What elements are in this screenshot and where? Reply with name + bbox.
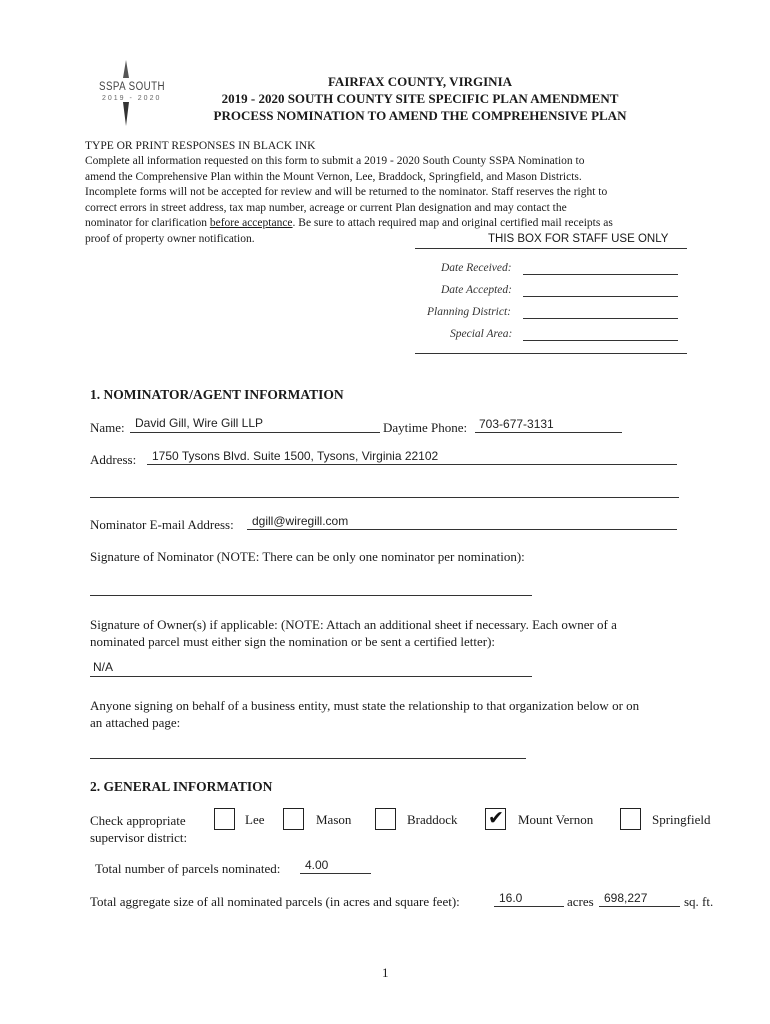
logo-title: SSPA SOUTH — [99, 81, 165, 93]
owner-signature-label-line: nominated parcel must either sign the nomination or be sent a certified letter): — [90, 634, 496, 649]
sqft-unit-label: sq. ft. — [684, 894, 714, 909]
instructions-line: amend the Comprehensive Plan within the Mount Vernon, Lee, Braddock, Springfield, and Mason Districts. — [85, 170, 582, 183]
owner-signature-line — [90, 676, 532, 677]
instructions-text: nominator for clarification — [85, 217, 210, 229]
district-label-mason: Mason — [316, 812, 352, 827]
phone-field[interactable]: 703-677-3131 — [479, 417, 554, 431]
owner-signature-field[interactable]: N/A — [93, 660, 114, 674]
instructions-line: correct errors in street address, tax map number, acreage or current Plan designation and may contact the — [85, 201, 567, 214]
staff-special-area-label: Special Area: — [450, 328, 513, 340]
email-label: Nominator E-mail Address: — [90, 517, 234, 532]
staff-date-received-label: Date Received: — [441, 262, 512, 274]
name-field-line — [130, 432, 380, 433]
header-subtitle: PROCESS NOMINATION TO AMEND THE COMPREHENSIVE PLAN — [213, 108, 627, 123]
section1-heading: 1. NOMINATOR/AGENT INFORMATION — [90, 387, 344, 402]
instructions-line: Incomplete forms will not be accepted for review and will be returned to the nominator. Staff reserves the right to — [85, 186, 608, 198]
owner-signature-label-line: Signature of Owner(s) if applicable: (NOTE: Attach an additional sheet if necessary. Each owner of a — [90, 617, 617, 632]
section2-heading: 2. GENERAL INFORMATION — [90, 779, 273, 794]
name-label: Name: — [90, 420, 125, 435]
staff-box-title: THIS BOX FOR STAFF USE ONLY — [488, 233, 669, 245]
address-field-line-2[interactable] — [90, 497, 679, 498]
instructions-type-print: TYPE OR PRINT RESPONSES IN BLACK INK — [85, 140, 316, 152]
staff-special-area-line[interactable] — [523, 340, 678, 341]
district-label-mount-vernon: Mount Vernon — [518, 812, 594, 827]
sqft-field[interactable]: 698,227 — [604, 891, 648, 905]
sqft-field-line — [599, 906, 680, 907]
staff-box-bottom-rule — [415, 353, 687, 354]
district-label-lee: Lee — [245, 812, 265, 827]
owner-signature-label — [90, 616, 617, 650]
instructions-line: proof of property owner notification. — [85, 232, 255, 245]
staff-date-accepted-label: Date Accepted: — [441, 284, 512, 296]
staff-box-top-rule — [415, 248, 687, 249]
business-relationship-line[interactable] — [90, 758, 526, 759]
staff-planning-district-line[interactable] — [523, 318, 678, 319]
instructions-underlined: before acceptance — [209, 217, 293, 229]
acres-field[interactable]: 16.0 — [499, 891, 523, 905]
phone-label: Daytime Phone: — [383, 420, 468, 435]
email-field[interactable]: dgill@wiregill.com — [252, 514, 349, 528]
instructions-line: Complete all information requested on this form to submit a 2019 - 2020 South County SSPA Nomination to — [85, 155, 585, 167]
instructions-text: . Be sure to attach required map and original certified mail receipts as — [292, 217, 613, 229]
address-field-line — [147, 464, 677, 465]
checkbox-lee[interactable] — [214, 808, 235, 830]
checkbox-mount-vernon[interactable] — [485, 808, 506, 830]
business-relationship-label-line: an attached page: — [90, 715, 181, 730]
nominator-signature-label: Signature of Nominator (NOTE: There can be only one nominator per nomination): — [90, 549, 525, 564]
address-field[interactable]: 1750 Tysons Blvd. Suite 1500, Tysons, Virginia 22102 — [152, 449, 439, 463]
name-field[interactable]: David Gill, Wire Gill LLP — [135, 416, 264, 430]
page-number: 1 — [382, 965, 389, 980]
checkbox-mason[interactable] — [283, 808, 304, 830]
logo-years: 2019 - 2020 — [102, 95, 162, 102]
check-mark-icon: ✔ — [488, 807, 504, 829]
checkbox-springfield[interactable] — [620, 808, 641, 830]
business-relationship-label — [90, 697, 639, 731]
address-label: Address: — [90, 452, 137, 467]
staff-date-received-line[interactable] — [523, 274, 678, 275]
instructions-line — [85, 216, 685, 232]
acres-field-line — [494, 906, 564, 907]
parcels-count-line — [300, 873, 371, 874]
business-relationship-label-line: Anyone signing on behalf of a business entity, must state the relationship to that organization below or on — [90, 698, 640, 713]
nominator-signature-line[interactable] — [90, 595, 532, 596]
header-title: 2019 - 2020 SOUTH COUNTY SITE SPECIFIC PLAN AMENDMENT — [221, 91, 619, 106]
email-field-line — [247, 529, 677, 530]
district-label-braddock: Braddock — [407, 812, 458, 827]
aggregate-size-label: Total aggregate size of all nominated parcels (in acres and square feet): — [90, 894, 460, 909]
phone-field-line — [475, 432, 622, 433]
acres-unit-label: acres — [567, 894, 594, 909]
header-county: FAIRFAX COUNTY, VIRGINIA — [327, 74, 513, 89]
supervisor-district-label — [90, 812, 187, 846]
supervisor-district-label-line: Check appropriate — [90, 813, 186, 828]
parcels-count-field[interactable]: 4.00 — [305, 858, 329, 872]
staff-date-accepted-line[interactable] — [523, 296, 678, 297]
district-label-springfield: Springfield — [652, 812, 711, 827]
parcels-count-label: Total number of parcels nominated: — [95, 861, 281, 876]
staff-planning-district-label: Planning District: — [427, 306, 512, 318]
checkbox-braddock[interactable] — [375, 808, 396, 830]
supervisor-district-label-line: supervisor district: — [90, 830, 188, 845]
